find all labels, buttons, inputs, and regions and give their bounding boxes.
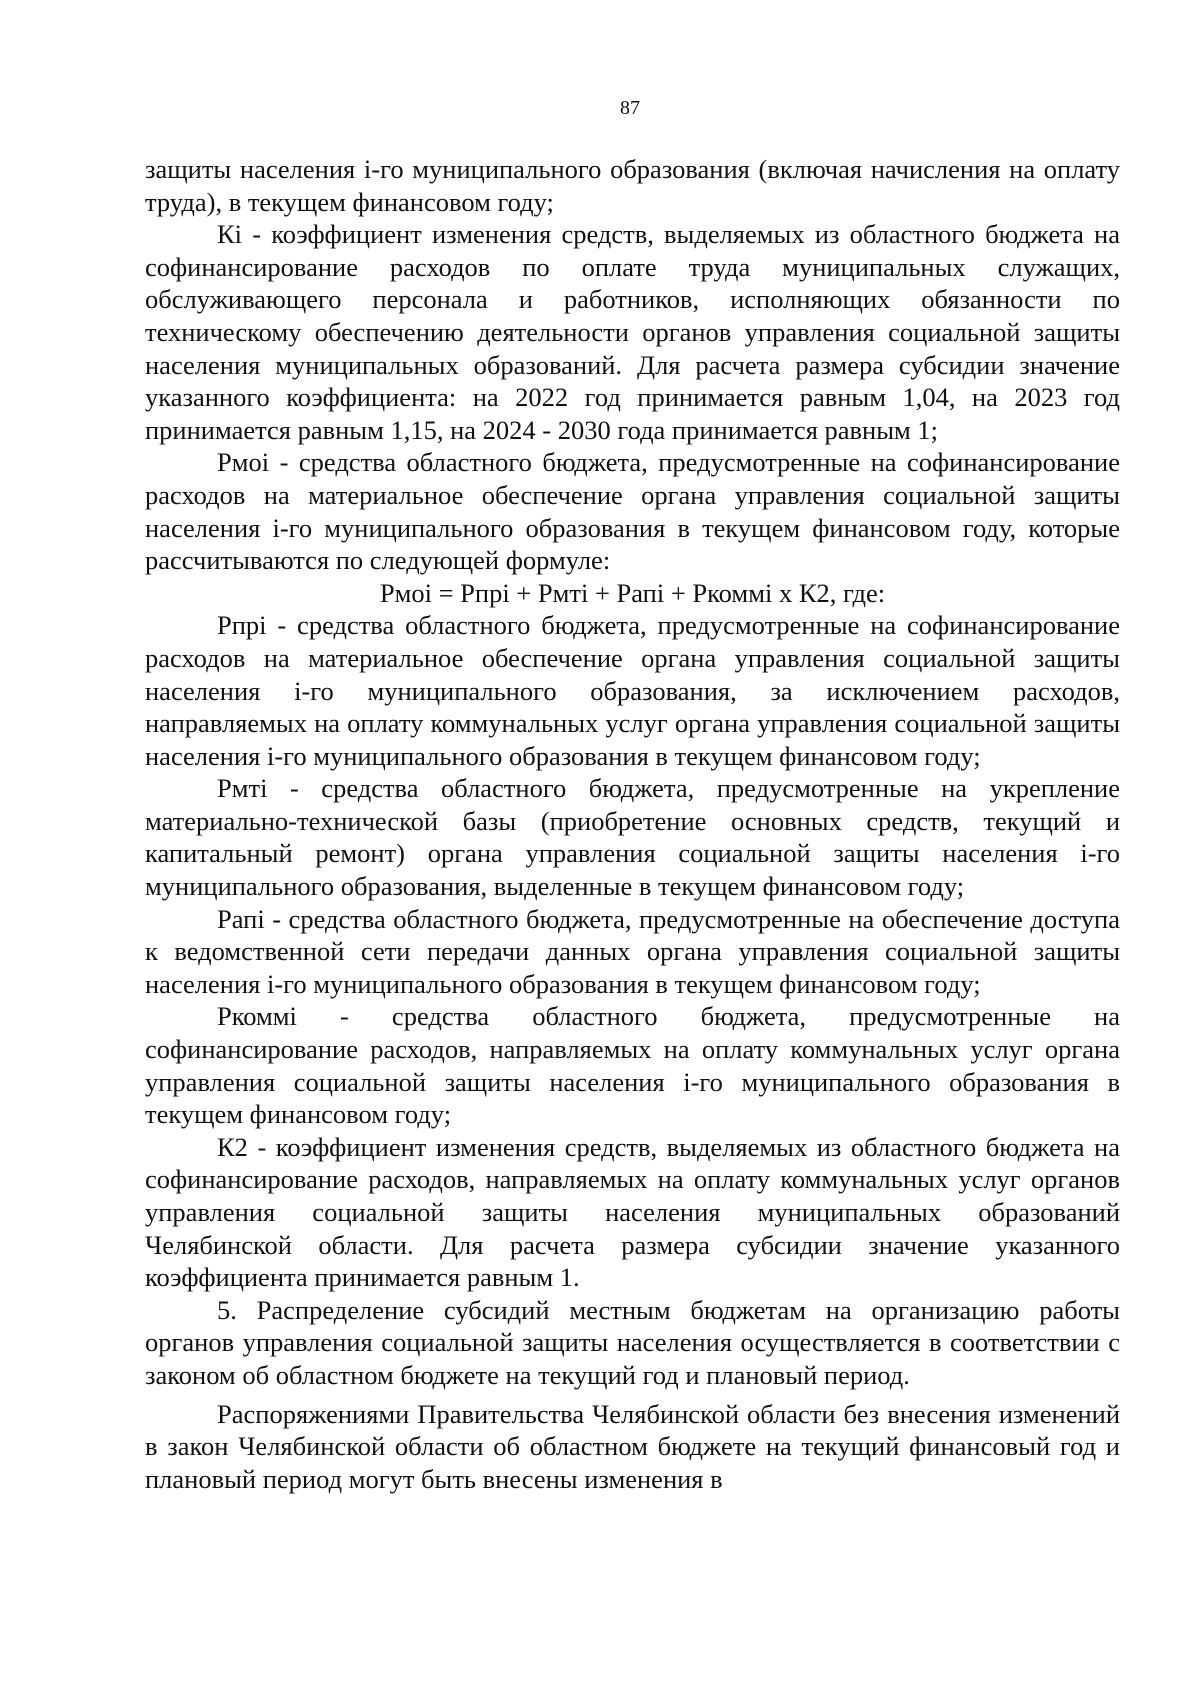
paragraph-k2-definition: К2 - коэффициент изменения средств, выделяемых из областного бюджета на софинансирование расходов, направляемых на оплату коммунальных услуг органов управления социальной защиты населения муниципальных образований Челябинской области. Для расчета размера субсидии значение указанного коэффициента принимается равным 1.	[145, 1131, 1120, 1293]
paragraph-government-orders: Распоряжениями Правительства Челябинской области без внесения изменений в закон Челябинской области об областном бюджете на текущий финансовый год и плановый период могут быть внесены изменения в	[145, 1398, 1120, 1494]
formula-rmoi: Рмоi = Рпрi + Рмтi + Рапi + Ркоммi х К2, где:	[379, 577, 886, 608]
paragraph-rmoi-definition: Рмоi - средства областного бюджета, предусмотренные на софинансирование расходов на материальное обеспечение органа управления социальной защиты населения i-го муниципального образования в текущем финансовом году, которые рассчитываются по следующей формуле:	[145, 447, 1120, 576]
paragraph-rmti-definition: Рмтi - средства областного бюджета, предусмотренные на укрепление материально-технической базы (приобретение основных средств, текущий и капитальный ремонт) органа управления социальной защиты населения i-го муниципального образования, выделенные в текущем финансовом году;	[145, 773, 1120, 902]
document-body	[145, 153, 1120, 1495]
paragraph-rpri-definition: Рпрi - средства областного бюджета, предусмотренные на софинансирование расходов на материальное обеспечение органа управления социальной защиты населения i-го муниципального образования, за исключением расходов, направляемых на оплату коммунальных услуг органа управления социальной защиты населения i-го муниципального образования в текущем финансовом году;	[145, 610, 1120, 771]
paragraph-rkommi-definition: Ркоммi - средства областного бюджета, предусмотренные на софинансирование расходов, направляемых на оплату коммунальных услуг органа управления социальной защиты населения i-го муниципального образования в текущем финансовом году;	[145, 1001, 1120, 1130]
paragraph-rapi-definition: Рапi - средства областного бюджета, предусмотренные на обеспечение доступа к ведомственной сети передачи данных органа управления социальной защиты населения i-го муниципального образования в текущем финансовом году;	[145, 903, 1120, 999]
paragraph-continuation: защиты населения i-го муниципального образования (включая начисления на оплату труда), в текущем финансовом году;	[145, 154, 1120, 217]
page-number: 87	[620, 97, 640, 119]
paragraph-item-5: 5. Распределение субсидий местным бюджетам на организацию работы органов управления социальной защиты населения осуществляется в соответствии с законом об областном бюджете на текущий год и плановый период.	[145, 1294, 1120, 1390]
paragraph-ki-definition: Кi - коэффициент изменения средств, выделяемых из областного бюджета на софинансирование расходов по оплате труда муниципальных служащих, обслуживающего персонала и работников, исполняющих обязанности по техническому обеспечению деятельности органов управления социальной защиты населения муниципальных образований. Для расчета размера субсидии значение указанного коэффициента: на 2022 год принимается равным 1,04, на 2023 год принимается равным 1,15, на 2024 - 2030 года принимается равным 1;	[145, 219, 1120, 445]
